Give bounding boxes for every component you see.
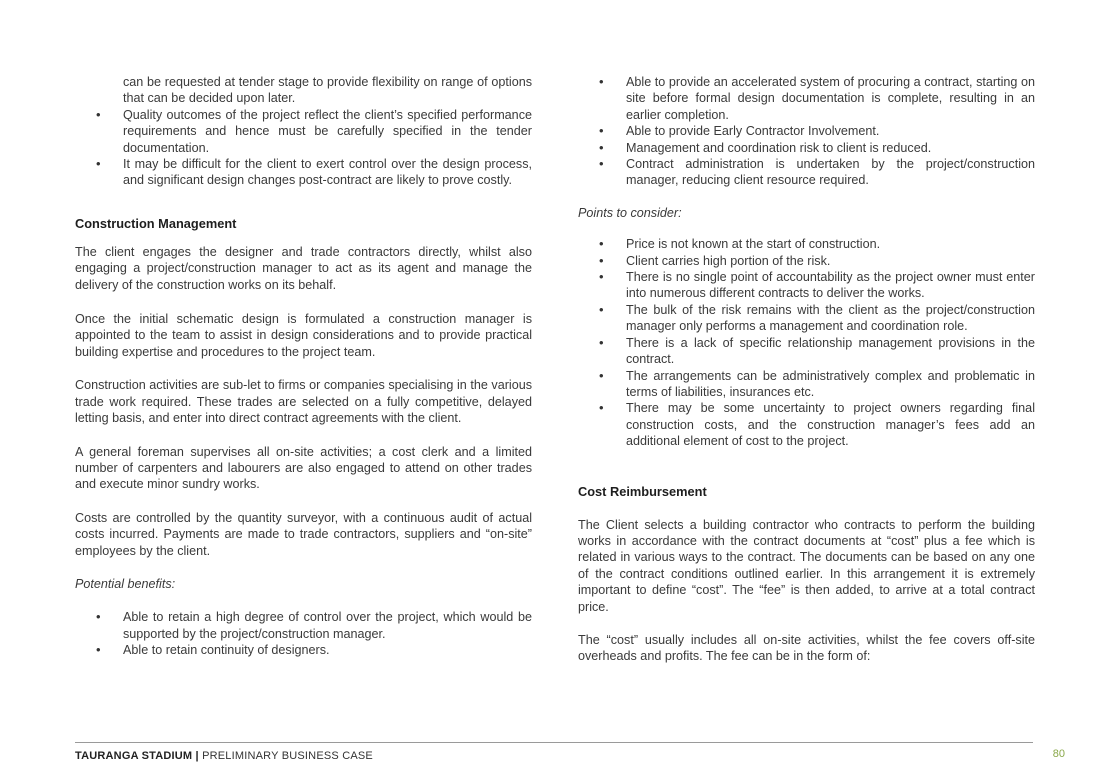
list-item: • There is a lack of specific relationship management provisions in the contract. bbox=[578, 335, 1035, 368]
footer-document-name: PRELIMINARY BUSINESS CASE bbox=[202, 750, 373, 762]
paragraph: The Client selects a building contractor who contracts to perform the building works in accordance with the contract documents at “cost” plus a fee which is related in various ways to the contract. The documents can be based on any one of the contract conditions outlined earlier. In this arrangement it is extremely important to define “cost”. The “fee” is then added, to arrive at a total contract price. bbox=[578, 517, 1035, 614]
list-item: • The bulk of the risk remains with the client as the project/construction manager only performs a management and coordination role. bbox=[578, 302, 1035, 335]
list-item: • There may be some uncertainty to project owners regarding final construction costs, and the construction manager’s fees add an additional element of cost to the project. bbox=[578, 400, 1035, 449]
list-item: • Able to retain a high degree of control over the project, which would be supported by the project/construction manager. bbox=[75, 609, 532, 642]
left-column bbox=[75, 74, 532, 659]
page-number: 80 bbox=[1052, 748, 1065, 760]
list-item: • Contract administration is undertaken by the project/construction manager, reducing client resource required. bbox=[578, 156, 1035, 189]
paragraph: Costs are controlled by the quantity surveyor, with a continuous audit of actual costs incurred. Payments are made to trade contractors, suppliers and “on-site” employees by the client. bbox=[75, 510, 532, 558]
paragraph: The “cost” usually includes all on-site activities, whilst the fee covers off-site overheads and profits. The fee can be in the form of: bbox=[578, 632, 1035, 664]
benefits-list-continued bbox=[578, 74, 1035, 189]
intro-continuation: can be requested at tender stage to provide flexibility on range of options that can be decided upon later. bbox=[123, 75, 532, 106]
list-item: • Able to provide Early Contractor Involvement. bbox=[578, 123, 1035, 139]
right-column bbox=[578, 74, 1035, 665]
list-item: • Price is not known at the start of construction. bbox=[578, 236, 1035, 252]
list-item: • Management and coordination risk to client is reduced. bbox=[578, 140, 1035, 156]
list-item: • Able to provide an accelerated system of procuring a contract, starting on site before formal design documentation is complete, resulting in an earlier completion. bbox=[578, 74, 1035, 123]
benefits-list bbox=[75, 609, 532, 658]
intro-bullet-list bbox=[75, 107, 532, 189]
list-item: • The arrangements can be administratively complex and problematic in terms of liabilities, insurances etc. bbox=[578, 368, 1035, 401]
footer-divider bbox=[75, 742, 1033, 743]
footer-project-name: TAURANGA STADIUM bbox=[75, 750, 193, 762]
list-item: • There is no single point of accountability as the project owner must enter into numerous different contracts to deliver the works. bbox=[578, 269, 1035, 302]
section-heading-cost-reimbursement: Cost Reimbursement bbox=[578, 483, 707, 499]
footer-title bbox=[75, 750, 373, 762]
paragraph: Construction activities are sub-let to firms or companies specialising in the various trade work required. These trades are selected on a fully competitive, delayed letting basis, and enter into direct contract agreements with the client. bbox=[75, 378, 532, 426]
section-heading-construction-management: Construction Management bbox=[75, 215, 237, 231]
consider-list bbox=[578, 236, 1035, 449]
list-item: • Able to retain continuity of designers. bbox=[75, 642, 532, 658]
list-item: • It may be difficult for the client to exert control over the design process, and significant design changes post-contract are likely to prove costly. bbox=[75, 156, 532, 189]
consider-label: Points to consider: bbox=[578, 205, 682, 220]
paragraph: Once the initial schematic design is formulated a construction manager is appointed to the team to assist in design considerations and to provide practical building expertise and procedures to the project team. bbox=[75, 312, 532, 359]
paragraph: A general foreman supervises all on-site activities; a cost clerk and a limited number of carpenters and labourers are also engaged to attend on other trades and execute minor sundry works. bbox=[75, 444, 532, 492]
list-item: • Quality outcomes of the project reflect the client’s specified performance requirements and hence must be carefully specified in the tender documentation. bbox=[75, 107, 532, 156]
list-item: • Client carries high portion of the risk. bbox=[578, 253, 1035, 269]
paragraph: The client engages the designer and trade contractors directly, whilst also engaging a project/construction manager to act as its agent and manage the delivery of the construction works on its behalf. bbox=[75, 244, 532, 292]
benefits-label: Potential benefits: bbox=[75, 576, 176, 591]
footer-separator: | bbox=[195, 750, 199, 762]
